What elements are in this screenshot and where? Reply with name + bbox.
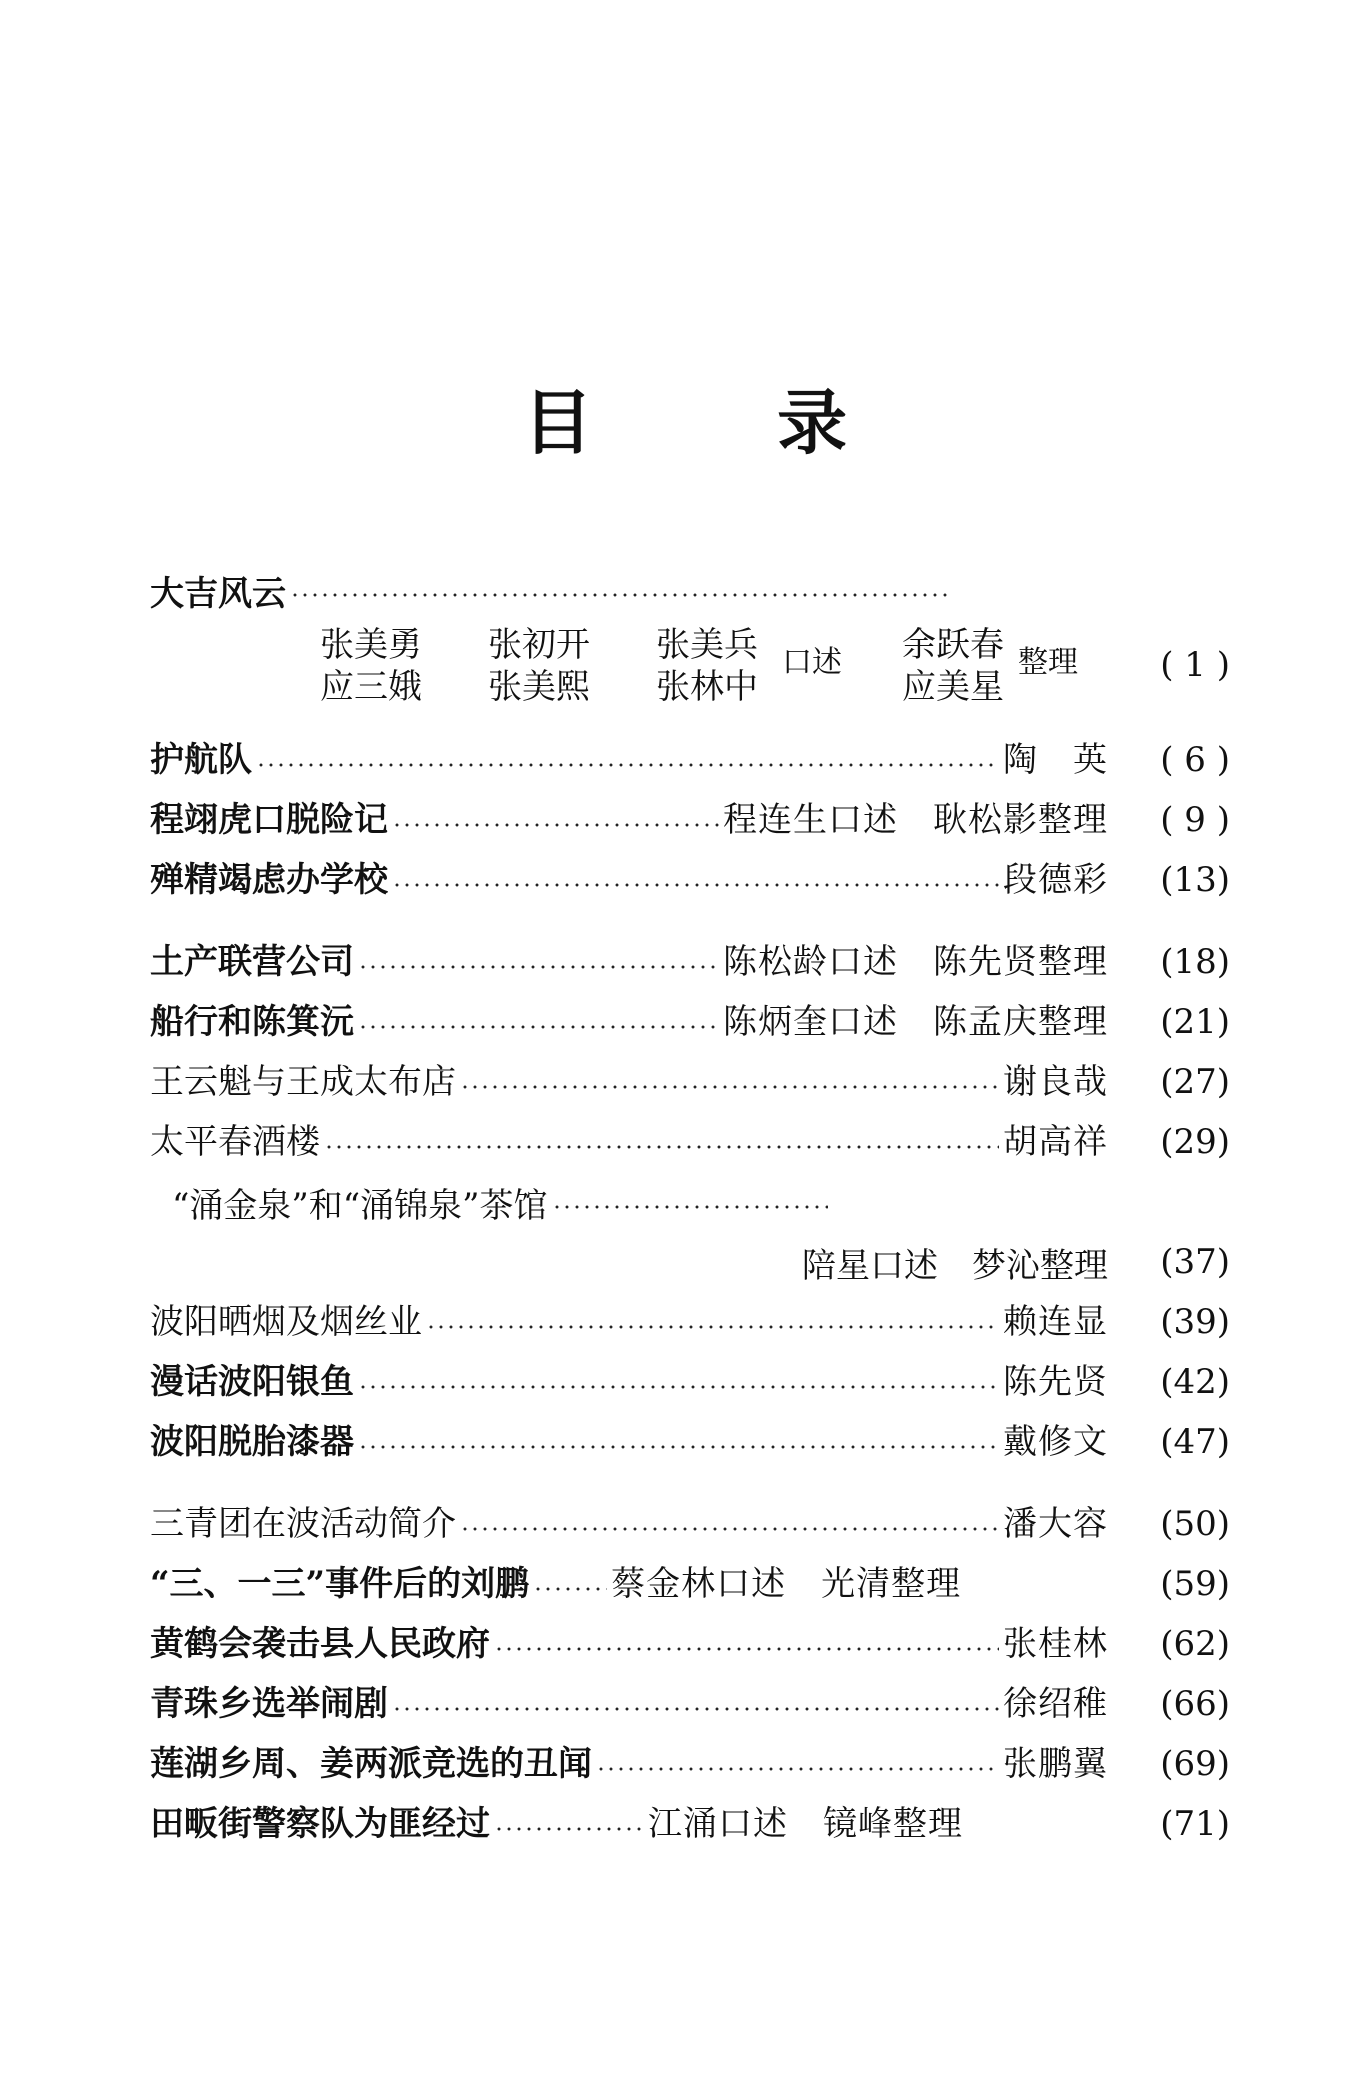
toc-page-number: (39) [1160, 1302, 1230, 1342]
narrator-name: 张初开 [488, 625, 590, 665]
toc-page-number: (13) [1160, 860, 1230, 900]
toc-entry-title: 太平春酒楼 [150, 1122, 320, 1162]
toc-entry-author: 潘大容 [1003, 1504, 1108, 1544]
toc-entry-author: 陈炳奎口述 陈孟庆整理 [723, 1002, 1108, 1042]
dot-leader [392, 819, 719, 831]
toc-entry[interactable] [150, 932, 1230, 992]
toc-page-number: ( 1 ) [1160, 645, 1230, 685]
editor-name: 余跃春 [902, 625, 1004, 665]
toc-entry-author: 赖连显 [1003, 1302, 1108, 1342]
toc-entry-title: “涌金泉”和“涌锦泉”茶馆 [172, 1185, 548, 1226]
toc-entry-author: 段德彩 [1003, 860, 1108, 900]
toc-entry[interactable] [150, 1292, 1230, 1352]
toc-entry-title: 莲湖乡周、姜两派竞选的丑闻 [150, 1744, 592, 1784]
toc-entry-title: 大吉风云 [150, 573, 286, 614]
toc-page-number: (29) [1160, 1122, 1230, 1162]
dot-leader [358, 1021, 719, 1033]
dot-leader [358, 1441, 999, 1453]
toc-entry-title: 三青团在波活动简介 [150, 1504, 456, 1544]
dot-leader [533, 1583, 607, 1595]
toc-entry-author: 陪星口述 梦沁整理 [802, 1245, 1108, 1286]
toc-entry[interactable] [150, 1052, 1230, 1112]
toc-entry[interactable] [150, 790, 1230, 850]
toc-entry[interactable] [150, 850, 1230, 910]
page-title: 目 录 [522, 382, 928, 464]
dot-leader [256, 759, 999, 771]
toc-page-number: ( 9 ) [1160, 800, 1230, 840]
oral-label: 口述 [782, 645, 842, 680]
toc-entry-author: 胡高祥 [1003, 1122, 1108, 1162]
toc-page-number: (18) [1160, 942, 1230, 982]
toc-entry[interactable] [150, 730, 1230, 790]
toc-entry-author: 蔡金林口述 光清整理 [611, 1564, 962, 1604]
toc-entry[interactable] [150, 1112, 1230, 1172]
table-of-contents [150, 560, 1230, 1854]
toc-entry-title: 田畈街警察队为匪经过 [150, 1804, 490, 1844]
dot-leader [324, 1141, 999, 1153]
narrator-name: 张美勇 [320, 625, 422, 665]
narrator-name: 张林中 [656, 667, 758, 707]
toc-entry[interactable] [150, 1734, 1230, 1794]
toc-entry-title: 青珠乡选举闹剧 [150, 1684, 388, 1724]
section-gap [150, 910, 1230, 932]
toc-entry-title: 波阳脱胎漆器 [150, 1422, 354, 1462]
toc-page-number: (21) [1160, 1002, 1230, 1042]
dot-leader [460, 1523, 999, 1535]
narrator-name: 张美熙 [488, 667, 590, 707]
toc-entry-title: 船行和陈箕沅 [150, 1002, 354, 1042]
toc-page-number: (47) [1160, 1422, 1230, 1462]
toc-entry-author: 戴修文 [1003, 1422, 1108, 1462]
toc-entry-author: 陶 英 [1003, 740, 1108, 780]
toc-entry-title: 殚精竭虑办学校 [150, 860, 388, 900]
toc-page-number: ( 6 ) [1160, 740, 1230, 780]
toc-entry[interactable] [150, 1352, 1230, 1412]
toc-entry-author: 谢良哉 [1003, 1062, 1108, 1102]
edited-label: 整理 [1018, 645, 1078, 680]
dot-leader [358, 961, 719, 973]
dot-leader [494, 1643, 999, 1655]
toc-entry[interactable] [150, 1614, 1230, 1674]
toc-entry-title: 程翊虎口脱险记 [150, 800, 388, 840]
oral-narrators [320, 625, 860, 712]
toc-entry[interactable] [150, 1794, 1230, 1854]
toc-entry-author: 徐绍稚 [1003, 1684, 1108, 1724]
toc-entry-author: 陈松龄口述 陈先贤整理 [723, 942, 1108, 982]
toc-entry[interactable] [150, 1674, 1230, 1734]
dot-leader [392, 1703, 999, 1715]
toc-entry-title: 波阳晒烟及烟丝业 [150, 1302, 422, 1342]
toc-entry-continuation [150, 1232, 1230, 1292]
toc-entry-author: 江涌口述 镜峰整理 [648, 1804, 963, 1844]
toc-page-number: (37) [1160, 1242, 1230, 1282]
toc-entry[interactable] [150, 1494, 1230, 1554]
toc-entry-title: 王云魁与王成太布店 [150, 1062, 456, 1102]
toc-page-number: (27) [1160, 1062, 1230, 1102]
toc-page-number: (69) [1160, 1744, 1230, 1784]
toc-page-number: (59) [1160, 1564, 1230, 1604]
toc-entry-title: “三、一三”事件后的刘鹏 [150, 1564, 530, 1604]
narrator-name: 应三娥 [320, 667, 422, 707]
toc-entry[interactable] [150, 1554, 1230, 1614]
toc-entry[interactable] [150, 992, 1230, 1052]
toc-entry-author: 程连生口述 耿松影整理 [723, 800, 1108, 840]
toc-entry[interactable] [150, 560, 1230, 620]
editors [902, 625, 1004, 712]
dot-leader [358, 1381, 999, 1393]
toc-page-number: (71) [1160, 1804, 1230, 1844]
dot-leader [494, 1823, 644, 1835]
section-gap [150, 1472, 1230, 1494]
dot-leader [460, 1081, 999, 1093]
toc-entry-author: 张桂林 [1003, 1624, 1108, 1664]
toc-entry-title: 漫话波阳银鱼 [150, 1362, 354, 1402]
narrator-name: 张美兵 [656, 625, 758, 665]
toc-entry-author: 陈先贤 [1003, 1362, 1108, 1402]
toc-page-number: (66) [1160, 1684, 1230, 1724]
toc-entry-title: 黄鹤会袭击县人民政府 [150, 1624, 490, 1664]
dot-leader [392, 879, 999, 891]
toc-entry[interactable] [150, 1172, 1230, 1232]
toc-entry-author: 张鹏翼 [1003, 1744, 1108, 1784]
toc-entry-title: 土产联营公司 [150, 942, 354, 982]
editor-name: 应美星 [902, 667, 1004, 707]
toc-entry-title: 护航队 [150, 740, 252, 780]
toc-page-number: (42) [1160, 1362, 1230, 1402]
dot-leader [290, 589, 950, 601]
dot-leader [426, 1321, 999, 1333]
dot-leader [552, 1201, 828, 1213]
toc-entry-attribution-block [150, 620, 1230, 730]
toc-entry[interactable] [150, 1412, 1230, 1472]
toc-page-number: (62) [1160, 1624, 1230, 1664]
dot-leader [596, 1763, 999, 1775]
toc-page-number: (50) [1160, 1504, 1230, 1544]
